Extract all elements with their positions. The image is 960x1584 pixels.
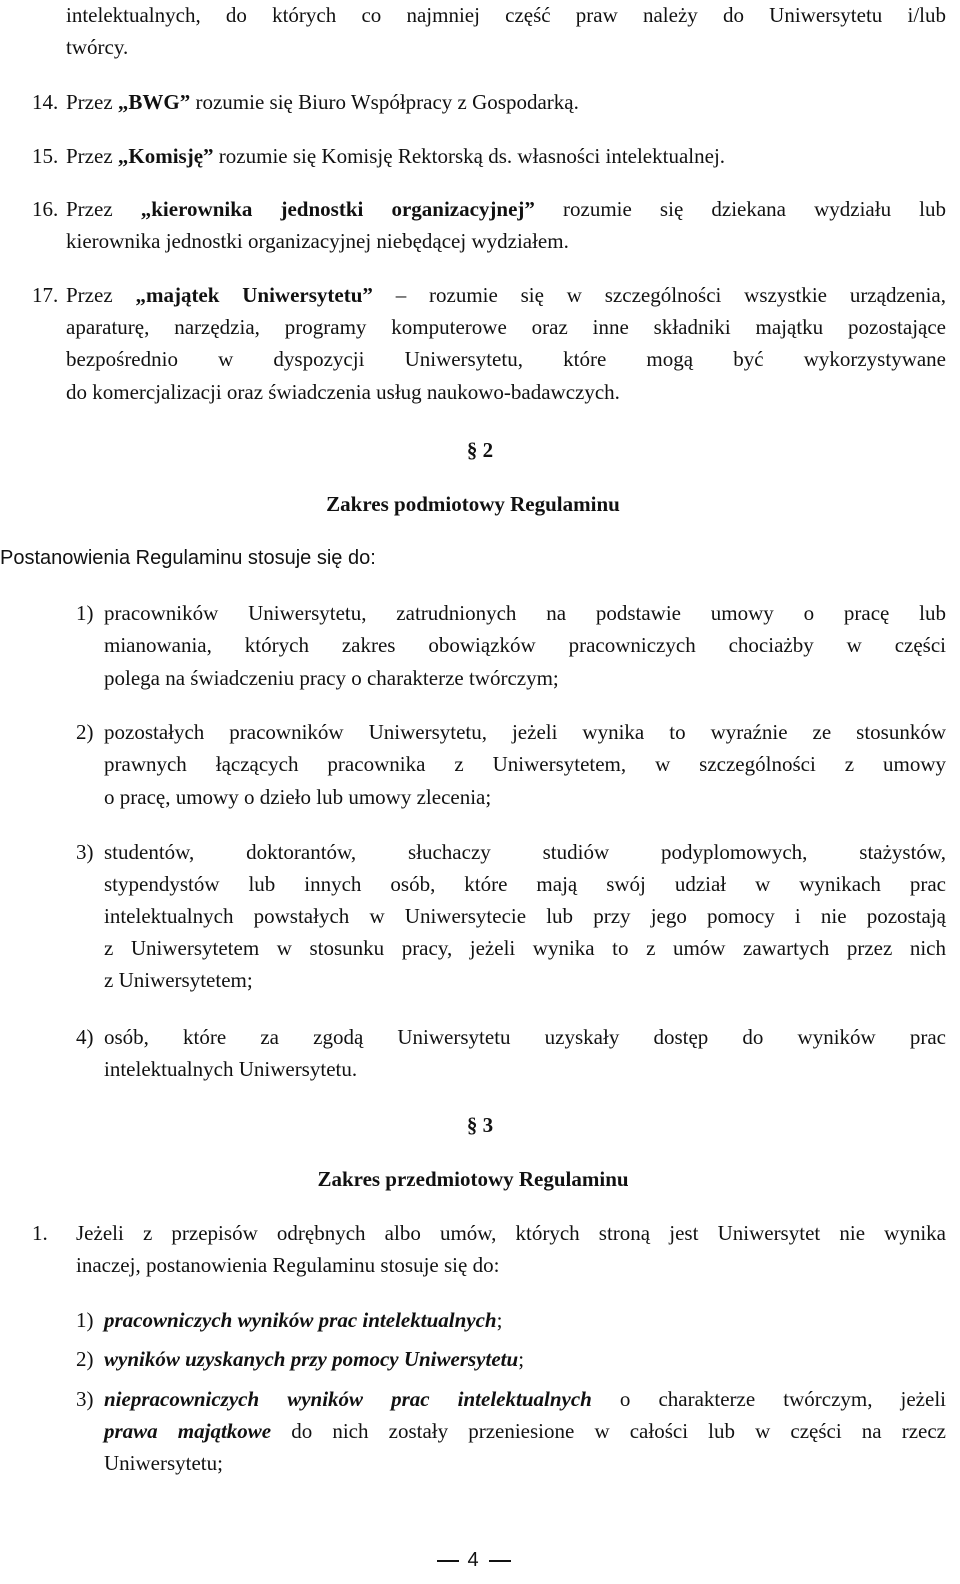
definition-number: 16. [32,197,59,221]
list-item: pracowników Uniwersytetu, zatrudnionych na podstawie umowy o pracę lub [104,601,946,625]
list-item: pracowniczych wyników prac intelektualnych; [104,1308,503,1332]
section-sign: § 3 [466,1113,494,1137]
list-item-line: z Uniwersytetem w stosunku pracy, jeżeli wynika to z umów zawartych przez nich [104,936,946,960]
paragraph-line: bezpośrednio w dyspozycji Uniwersytetu, które mogą być wykorzystywane [66,347,946,371]
paragraph-line: twórcy. [66,35,129,59]
section-title: Zakres podmiotowy Regulaminu [326,492,620,516]
list-number: 2) [76,720,94,744]
page-number: 4 [467,1549,479,1571]
list-item-line: intelektualnych Uniwersytetu. [104,1057,358,1081]
paragraph-line: do komercjalizacji oraz świadczenia usług naukowo-badawczych. [66,380,620,404]
list-number: 4) [76,1025,94,1049]
definition-number: 17. [32,283,59,307]
definition-number: 14. [32,90,59,114]
emphasized-term: wyników uzyskanych przy pomocy Uniwersytetu [104,1347,519,1371]
list-number: 3) [76,1387,94,1411]
emphasized-term: pracowniczych wyników prac intelektualnych [104,1308,497,1332]
paragraph-number: 1. [32,1221,48,1245]
paragraph-line: kierownika jednostki organizacyjnej niebędącej wydziałem. [66,229,569,253]
paragraph-line: aparaturę, narzędzia, programy komputerowe oraz inne składniki majątku pozostające [66,315,946,339]
emphasized-term: prawa majątkowe [104,1419,272,1443]
list-item-line: stypendystów lub innych osób, które mają swój udział w wynikach prac [104,872,946,896]
section-intro: Postanowienia Regulaminu stosuje się do: [0,547,376,569]
list-number: 1) [76,601,94,625]
definition-16: Przez „kierownika jednostki organizacyjnej” rozumie się dziekana wydziału lub [66,197,947,221]
list-item-line: prawa majątkowe do nich zostały przeniesione w całości lub w części na rzecz [104,1419,946,1443]
list-item-line: o pracę, umowy o dzieło lub umowy zlecenia; [104,785,492,809]
definition-14: Przez „BWG” rozumie się Biuro Współpracy z Gospodarką. [66,90,579,114]
paragraph-line: inaczej, postanowienia Regulaminu stosuje się do: [76,1253,500,1277]
footer-dash [489,1560,511,1562]
list-item-line: intelektualnych powstałych w Uniwersytecie lub przy jego pomocy i nie pozostają [104,904,946,928]
definition-15: Przez „Komisję” rozumie się Komisję Rektorską ds. własności intelektualnej. [66,144,726,168]
defined-term: „Komisję” [117,144,214,168]
defined-term: „BWG” [117,90,191,114]
paragraph-line: intelektualnych, do których co najmniej część praw należy do Uniwersytetu i/lub [66,3,946,27]
definition-number: 15. [32,144,59,168]
list-item-line: mianowania, których zakres obowiązków pracowniczych chociażby w części [104,633,946,657]
list-item: osób, które za zgodą Uniwersytetu uzyskały dostęp do wyników prac [104,1025,946,1049]
defined-term: „kierownika jednostki organizacyjnej” [140,197,535,221]
list-number: 3) [76,840,94,864]
list-number: 2) [76,1347,94,1371]
list-item-line: z Uniwersytetem; [104,968,253,992]
defined-term: „majątek Uniwersytetu” [135,283,373,307]
paragraph-line: Jeżeli z przepisów odrębnych albo umów, których stroną jest Uniwersytet nie wynika [76,1221,946,1245]
section-title: Zakres przedmiotowy Regulaminu [317,1167,629,1191]
definition-17: Przez „majątek Uniwersytetu” – rozumie się w szczególności wszystkie urządzenia, [66,283,946,307]
list-item: studentów, doktorantów, słuchaczy studiów podyplomowych, stażystów, [104,840,946,864]
list-item-line: polega na świadczeniu pracy o charakterze twórczym; [104,666,559,690]
list-item-line: Uniwersytetu; [104,1451,223,1475]
list-item-line: prawnych łączących pracownika z Uniwersytetem, w szczególności z umowy [104,752,946,776]
section-sign: § 2 [466,438,494,462]
footer-dash [437,1560,459,1562]
list-number: 1) [76,1308,94,1332]
list-item: pozostałych pracowników Uniwersytetu, jeżeli wynika to wyraźnie ze stosunków [104,720,946,744]
list-item: niepracowniczych wyników prac intelektualnych o charakterze twórczym, jeżeli [104,1387,946,1411]
emphasized-term: niepracowniczych wyników prac intelektualnych [104,1387,592,1411]
list-item: wyników uzyskanych przy pomocy Uniwersytetu; [104,1347,525,1371]
